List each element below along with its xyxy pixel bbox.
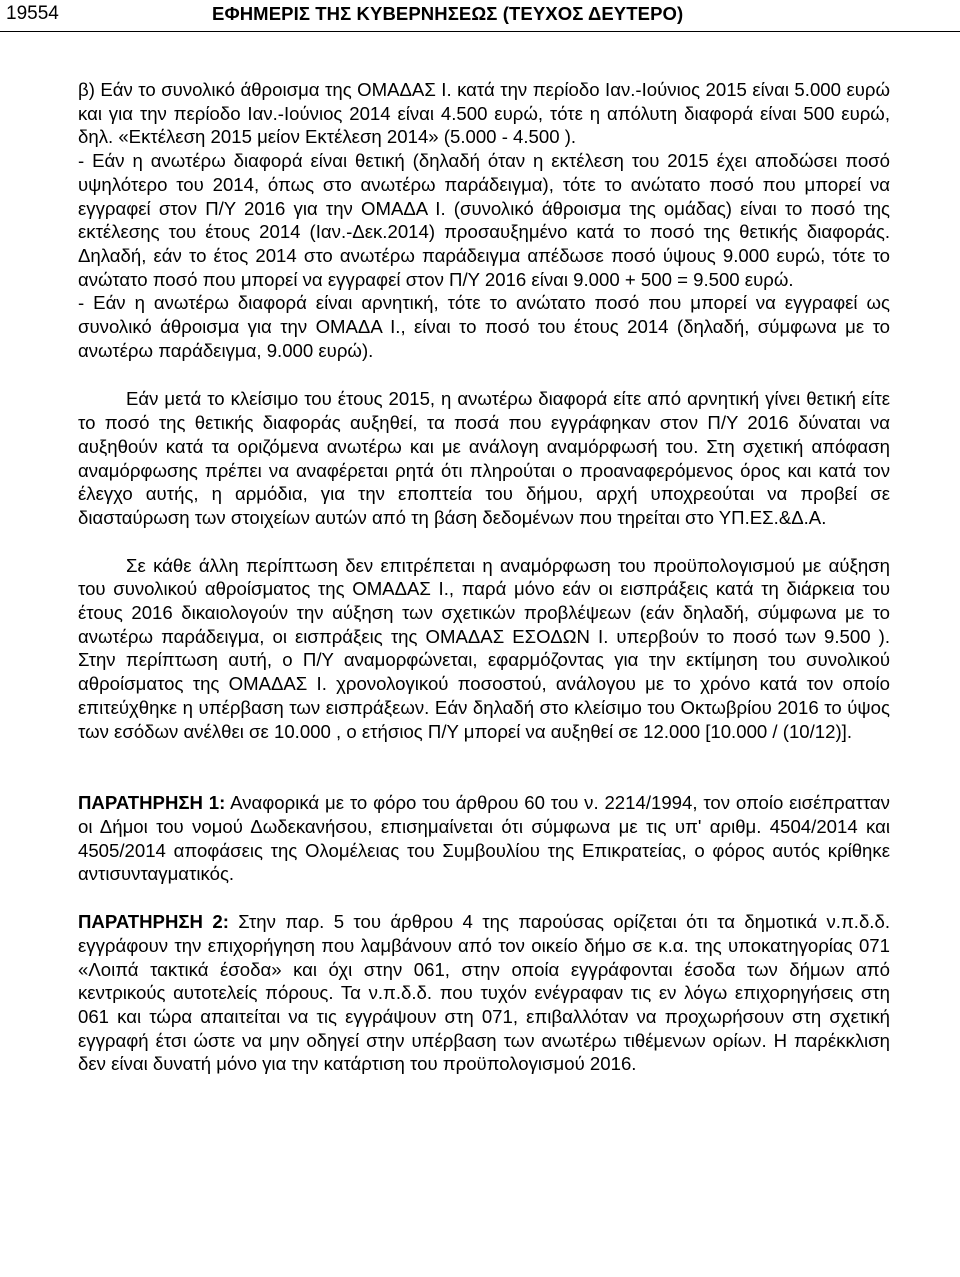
note-2 <box>78 910 890 1076</box>
page-header <box>0 0 960 32</box>
paragraph-example-b: β) Εάν το συνολικό άθροισμα της ΟΜΑΔΑΣ Ι. κατά την περίοδο Ιαν.-Ιούνιος 2015 είναι 5.000 ευρώ και για την περίοδο Ιαν.-Ιούνιος 2014 είναι 4.500 ευρώ, τότε η απόλυτη διαφορά είναι 500 ευρώ, δηλ. «Εκτέλεση 2015 μείον Εκτέλεση 2014» (5.000 - 4.500 ). <box>78 79 890 148</box>
document-body <box>78 78 890 1076</box>
paragraph-other-case: Σε κάθε άλλη περίπτωση δεν επιτρέπεται η αναμόρφωση του προϋπολογισμού με αύξηση του συνολικού αθροίσματος της ΟΜΑΔΑΣ Ι., παρά μόνο εάν οι εισπράξεις κατά τη διάρκεια του έτους 2016 δικαιολογούν την αύξηση των σχετικών προβλέψεων (εάν δηλαδή, σύμφωνα με το ανωτέρω παράδειγμα, οι εισπράξεις της ΟΜΑΔΑΣ ΕΣΟΔΩΝ Ι. υπερβούν το ποσό των 9.500 ). Στην περίπτωση αυτή, ο Π/Υ αναμορφώνεται, εφαρμόζοντας για την εκτίμηση του συνολικού αθροίσματος της ΟΜΑΔΑΣ Ι. χρονολογικού ποσοστού, ανάλογου με το χρόνο κατά τον οποίο επιτεύχθηκε η υπέρβαση των εισπράξεων. Εάν δηλαδή στο κλείσιμο του Οκτωβρίου 2016 το ύψος των εσόδων ανέλθει σε 10.000 , ο ετήσιος Π/Υ μπορεί να αυξηθεί σε 12.000 [10.000 / (10/12)]. <box>78 554 890 742</box>
page-number: 19554 <box>6 3 59 24</box>
gazette-title: ΕΦΗΜΕΡΙΣ ΤΗΣ ΚΥΒΕΡΝΗΣΕΩΣ (ΤΕΥΧΟΣ ΔΕΥΤΕΡΟ) <box>212 3 684 24</box>
paragraph-after-year-closing: Εάν μετά το κλείσιμο του έτους 2015, η ανωτέρω διαφορά είτε από αρνητική γίνει θετική είτε το ποσό της θετικής διαφοράς αυξηθεί, τα ποσά που εγγράφηκαν στον Π/Υ 2016 δύναται να αυξηθούν κατά τα οριζόμενα ανωτέρω και με ανάλογη αναμόρφωσή του. Στη σχετική απόφαση αναμόρφωσης πρέπει να αναφέρεται ρητά ότι πληρούται ο προαναφερόμενος όρος και κατά τον έλεγχο αυτής, η αρμόδια, για την εποπτεία του δήμου, αρχή υποχρεούται να προβεί σε διασταύρωση των στοιχείων αυτών από τη βάση δεδομένων που τηρείται στο ΥΠ.ΕΣ.&Δ.Α. <box>78 388 890 528</box>
note-1-text: Αναφορικά με το φόρο του άρθρου 60 του ν. 2214/1994, τον οποίο εισέπρατταν οι Δήμοι του νομού Δωδεκανήσου, επισημαίνεται ότι σύμφωνα με τις υπ' αριθμ. 4504/2014 και 4505/2014 αποφάσεις της Ολομέλειας του Συμβουλίου της Επικρατείας, ο φόρος αυτός κρίθηκε αντισυνταγματικός. <box>78 792 890 885</box>
header-divider <box>0 31 960 32</box>
note-1-label: ΠΑΡΑΤΗΡΗΣΗ 1: <box>78 792 226 814</box>
paragraph-positive-difference: - Εάν η ανωτέρω διαφορά είναι θετική (δηλαδή όταν η εκτέλεση του 2015 έχει αποδώσει ποσό υψηλότερο του 2014, όπως στο ανωτέρω παράδειγμα), τότε το ανώτατο ποσό που μπορεί να εγγραφεί στον Π/Υ 2016 για την ΟΜΑΔΑ Ι. (συνολικό άθροισμα της ομάδας) είναι το ποσό της εκτέλεσης του έτους 2014 (Ιαν.-Δεκ.2014) προσαυξημένο κατά το ποσό της θετικής διαφοράς. Δηλαδή, εάν το έτος 2014 στο ανωτέρω παράδειγμα απέδωσε ποσό ύψους 9.000 ευρώ, τότε το ανώτατο ποσό που μπορεί να εγγραφεί στον Π/Υ 2016 είναι 9.000 + 500 = 9.500 ευρώ. <box>78 150 890 290</box>
paragraph-negative-difference: - Εάν η ανωτέρω διαφορά είναι αρνητική, τότε το ανώτατο ποσό που μπορεί να εγγραφεί ως συνολικό άθροισμα για την ΟΜΑΔΑ Ι., είναι το ποσό του έτους 2014 (δηλαδή, σύμφωνα με το ανωτέρω παράδειγμα, 9.000 ευρώ). <box>78 292 890 361</box>
note-2-label: ΠΑΡΑΤΗΡΗΣΗ 2: <box>78 911 229 933</box>
note-2-text: Στην παρ. 5 του άρθρου 4 της παρούσας ορίζεται ότι τα δημοτικά ν.π.δ.δ. εγγράφουν την επιχορήγηση που λαμβάνουν από τον οικείο δήμο σε κ.α. της υποκατηγορίας 071 «Λοιπά τακτικά έσοδα» και όχι στην 061, στην οποία εγγράφονται έσοδα των δήμων από κεντρικούς αυτοτελείς πόρους. Τα ν.π.δ.δ. που τυχόν ενέγραφαν τις εν λόγω επιχορηγήσεις στη 061 και τώρα απαιτείται να τις εγγράψουν στη 071, επιβαλλόταν να προχωρήσουν στη σχετική εγγραφή έτσι ώστε να μην οδηγεί στην υπέρβαση των ανωτέρω τιθέμενων ορίων. Η παρέκκλιση δεν είναι δυνατή μόνο για την κατάρτιση του προϋπολογισμού 2016. <box>78 911 890 1075</box>
note-1 <box>78 791 890 886</box>
